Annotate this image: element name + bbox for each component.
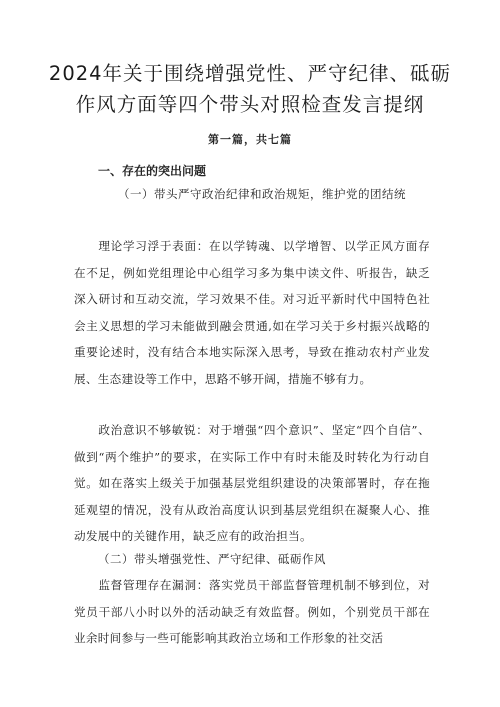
title-line-2: 作风方面等四个带头对照检查发言提纲 xyxy=(75,93,425,116)
part-indicator: 第一篇，共七篇 xyxy=(208,133,292,146)
subsection-heading-2: （二）带头增强党性、严守纪律、砥砺作风 xyxy=(98,552,326,566)
subsection-heading-1: （一）带头严守政治纪律和政治规矩，维护党的团结统 xyxy=(118,187,406,201)
paragraph-supervision: 监督管理存在漏洞：落实党员干部监督管理机制不够到位，对党员干部八小时以外的活动缺乏有效监督。例如，个别党员干部在业余时间参与一些可能影响其政治立场和工作形象的社交活 xyxy=(74,578,430,645)
paragraph-theory-study: 理论学习浮于表面：在以学铸魂、以学增智、以学正风方面存在不足，例如党组理论中心组学习多为集中读文件、听报告，缺乏深入研讨和互动交流，学习效果不佳。对习近平新时代中国特色社会主义思想的学习未能做到融会贯通,如在学习关于乡村振兴战略的重要论述时，没有结合本地实际深入思考，导致在推动农村产业发展、生态建设等工作中，思路不够开阔，措施不够有力。 xyxy=(74,239,430,386)
document-title xyxy=(40,58,460,120)
title-line-1: 2024年关于围绕增强党性、严守纪律、砥砺 xyxy=(48,62,452,85)
paragraph-political-awareness: 政治意识不够敏锐：对于增强“四个意识”、坚定“四个自信”、做到“两个维护”的要求，在实际工作中有时未能及时转化为行动自觉。如在落实上级关于加强基层党组织建设的决策部署时，存在拖延观望的情况，没有从政治高度认识到基层党组织在凝聚人心、推动发展中的关键作用，缺乏应有的政治担当。 xyxy=(74,423,430,543)
section-heading: 一、存在的突出问题 xyxy=(98,164,207,178)
